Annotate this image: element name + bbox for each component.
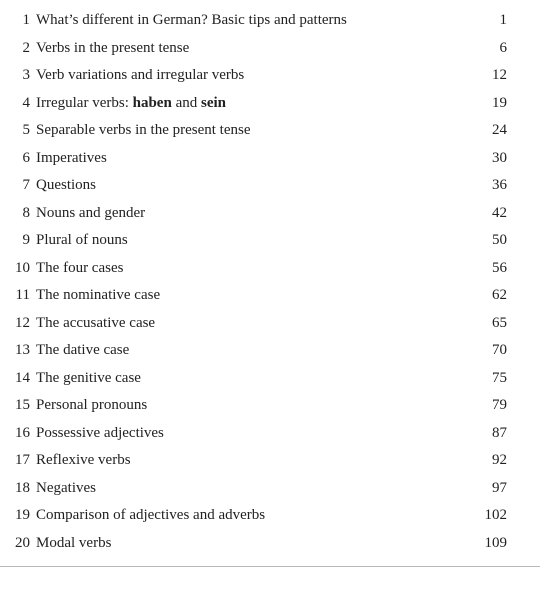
- page-number: 97: [492, 479, 507, 496]
- toc-row[interactable]: [0, 7, 554, 35]
- chapter-number: 18: [15, 479, 30, 496]
- chapter-number: 13: [15, 342, 30, 358]
- chapter-number: 12: [15, 314, 30, 331]
- chapter-title[interactable]: What’s different in German? Basic tips and patterns: [36, 12, 347, 28]
- page-number: 62: [492, 287, 507, 303]
- toc-row[interactable]: [0, 90, 554, 118]
- page-number: 109: [484, 534, 507, 551]
- chapter-number: 3: [22, 67, 30, 83]
- chapter-title[interactable]: Questions: [36, 177, 96, 193]
- toc-row[interactable]: [0, 447, 554, 475]
- toc-row[interactable]: [0, 200, 554, 228]
- page-number: 19: [492, 94, 507, 111]
- chapter-number: 9: [22, 232, 30, 248]
- chapter-number: 19: [15, 507, 30, 523]
- chapter-number: 5: [22, 122, 30, 138]
- toc-row[interactable]: [0, 282, 554, 310]
- page-number: 75: [492, 369, 507, 386]
- bold-term: haben: [132, 94, 172, 111]
- chapter-title-text: and: [171, 94, 201, 111]
- bold-term: sein: [200, 94, 226, 111]
- table-of-contents: [0, 7, 554, 557]
- chapter-title[interactable]: Verbs in the present tense: [36, 39, 190, 56]
- chapter-title[interactable]: [36, 90, 226, 118]
- chapter-number: 2: [22, 39, 30, 56]
- chapter-number: 16: [15, 424, 30, 441]
- toc-row[interactable]: [0, 337, 554, 365]
- chapter-title[interactable]: The nominative case: [36, 287, 161, 303]
- toc-row[interactable]: [0, 475, 554, 503]
- chapter-number: 7: [22, 177, 30, 193]
- toc-row[interactable]: [0, 310, 554, 338]
- chapter-title[interactable]: Possessive adjectives: [36, 424, 164, 441]
- chapter-title[interactable]: Nouns and gender: [36, 204, 146, 221]
- toc-row[interactable]: [0, 530, 554, 558]
- toc-row[interactable]: [0, 365, 554, 393]
- chapter-title[interactable]: The four cases: [36, 259, 124, 276]
- page-number: 42: [492, 204, 507, 221]
- toc-row[interactable]: [0, 117, 554, 145]
- page-number: 50: [492, 232, 507, 248]
- chapter-number: 14: [15, 369, 30, 386]
- page-number: 6: [499, 39, 507, 56]
- chapter-title[interactable]: Imperatives: [36, 149, 107, 166]
- chapter-number: 4: [22, 94, 30, 111]
- toc-row[interactable]: [0, 420, 554, 448]
- chapter-number: 6: [22, 149, 30, 166]
- bottom-divider: [0, 566, 540, 567]
- chapter-title[interactable]: The genitive case: [36, 369, 141, 386]
- toc-row[interactable]: [0, 145, 554, 173]
- chapter-number: 10: [15, 259, 30, 276]
- toc-row[interactable]: [0, 255, 554, 283]
- page-number: 70: [492, 342, 507, 358]
- toc-row[interactable]: [0, 62, 554, 90]
- page-number: 87: [492, 424, 507, 441]
- chapter-number: 17: [15, 452, 30, 468]
- chapter-title[interactable]: Separable verbs in the present tense: [36, 122, 251, 138]
- chapter-title[interactable]: Verb variations and irregular verbs: [36, 67, 245, 83]
- page-number: 102: [484, 507, 507, 523]
- chapter-title[interactable]: Comparison of adjectives and adverbs: [36, 507, 266, 523]
- page-number: 36: [492, 177, 507, 193]
- toc-row[interactable]: [0, 172, 554, 200]
- chapter-title-text: Irregular verbs:: [36, 94, 133, 111]
- chapter-title[interactable]: Negatives: [36, 479, 96, 496]
- chapter-title[interactable]: The dative case: [36, 342, 130, 358]
- toc-row[interactable]: [0, 392, 554, 420]
- page-number: 30: [492, 149, 507, 166]
- chapter-title[interactable]: Plural of nouns: [36, 232, 128, 248]
- chapter-title[interactable]: Personal pronouns: [36, 397, 148, 413]
- page-number: 24: [492, 122, 507, 138]
- toc-row[interactable]: [0, 227, 554, 255]
- chapter-title[interactable]: The accusative case: [36, 314, 156, 331]
- page-number: 65: [492, 314, 507, 331]
- page-number: 92: [492, 452, 507, 468]
- chapter-title[interactable]: Modal verbs: [36, 534, 112, 551]
- chapter-number: 15: [15, 397, 30, 413]
- page-number: 12: [492, 67, 507, 83]
- chapter-number: 1: [22, 12, 30, 28]
- chapter-title[interactable]: Reflexive verbs: [36, 452, 131, 468]
- chapter-number: 8: [22, 204, 30, 221]
- page-number: 1: [499, 12, 507, 28]
- chapter-number: 11: [15, 287, 30, 303]
- page-number: 56: [492, 259, 507, 276]
- toc-row[interactable]: [0, 35, 554, 63]
- chapter-number: 20: [15, 534, 30, 551]
- page-number: 79: [492, 397, 507, 413]
- toc-row[interactable]: [0, 502, 554, 530]
